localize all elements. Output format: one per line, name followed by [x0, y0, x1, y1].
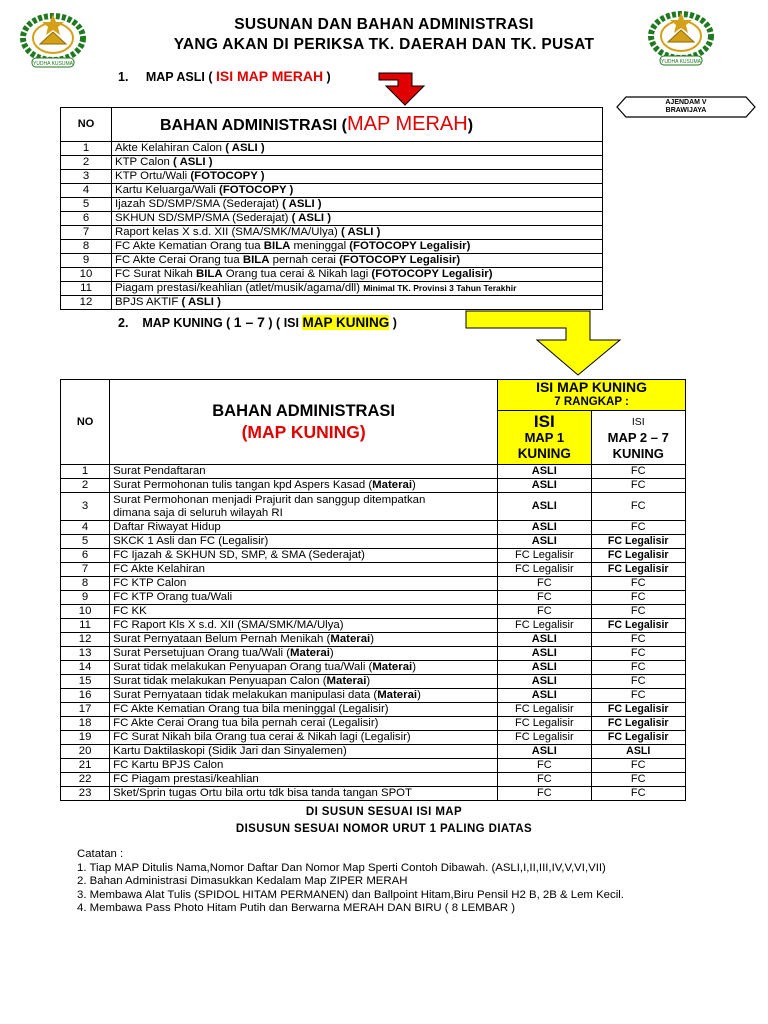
table2-row-desc — [110, 549, 498, 563]
table1-row-text-b: ( ASLI ) — [282, 198, 322, 210]
table2-row — [61, 759, 686, 773]
table2-row-text: Surat Persetujuan Orang tua/Wali ( — [113, 647, 290, 659]
table2-row — [61, 703, 686, 717]
table1-row-text-a: SKHUN SD/SMP/SMA (Sederajat) — [115, 212, 292, 224]
table2-row-desc — [110, 577, 498, 591]
table2-row — [61, 675, 686, 689]
table2-row-map2-7: FC — [591, 521, 686, 535]
table2-row-text: Surat tidak melakukan Penyuapan Calon ( — [113, 675, 327, 687]
table2-row-desc — [110, 745, 498, 759]
title-line2: YANG AKAN DI PERIKSA TK. DAERAH DAN TK. PUSAT — [173, 36, 595, 53]
table2-row-bold: Materai — [330, 633, 371, 645]
table1-row — [61, 240, 603, 254]
table2-row-map1: FC — [498, 759, 591, 773]
table1-row-text-b: BILA — [263, 240, 291, 252]
table2-col-map2-7 — [591, 411, 686, 465]
table2-row-no: 13 — [61, 647, 110, 661]
table2-row-map2-7: FC — [591, 605, 686, 619]
table2-row-desc — [110, 731, 498, 745]
table2-row-text2: dimana saja di seluruh wilayah RI — [113, 506, 283, 519]
yellow-arrow-icon — [465, 310, 625, 376]
table2-row-no: 12 — [61, 633, 110, 647]
table2-row-text: Surat Pernyataan Belum Pernah Menikah ( — [113, 633, 331, 645]
table2-row-text: FC Akte Kematian Orang tua bila meninggal (Legalisir) — [113, 703, 389, 715]
table2-row-map1: ASLI — [498, 745, 591, 759]
table2-row-no: 21 — [61, 759, 110, 773]
red-arrow-icon — [378, 72, 428, 106]
table2-col1-line2: MAP 1 — [524, 429, 565, 445]
table2-row-no: 5 — [61, 535, 110, 549]
table2-row-desc — [110, 465, 498, 479]
table2-row-text: FC Akte Kelahiran — [113, 563, 205, 575]
title-line1: SUSUNAN DAN BAHAN ADMINISTRASI — [234, 16, 534, 33]
table2-row-map2-7: FC — [591, 493, 686, 521]
table2-row-no: 11 — [61, 619, 110, 633]
table2-row-no: 22 — [61, 773, 110, 787]
table2-row-map2-7: FC Legalisir — [591, 549, 686, 563]
table2-row-desc — [110, 759, 498, 773]
table2-row-map2-7: FC Legalisir — [591, 703, 686, 717]
table1-row-no: 6 — [61, 212, 112, 226]
table2-row-desc — [110, 647, 498, 661]
table2-row-desc — [110, 493, 498, 521]
badge-line1: AJENDAM V — [665, 99, 707, 106]
table2-row-map2-7: FC — [591, 591, 686, 605]
table2-row — [61, 493, 686, 521]
table2-row-map2-7: FC — [591, 647, 686, 661]
table1-row-text-b: ( ASLI ) — [225, 142, 265, 154]
table2-row-map1: ASLI — [498, 479, 591, 493]
table2-row-text: Surat Permohonan menjadi Prajurit dan sanggup ditempatkan — [113, 493, 426, 506]
table2-row-text: FC Ijazah & SKHUN SD, SMP, & SMA (Sederajat) — [113, 549, 365, 561]
table1-header-row — [61, 108, 603, 142]
table2-row-map2-7: FC Legalisir — [591, 717, 686, 731]
table1-row-text — [112, 268, 603, 282]
table2-row-no: 17 — [61, 703, 110, 717]
table2-row-end: ) — [366, 675, 371, 687]
table1-row-text-c: Orang tua cerai & Nikah lagi — [222, 268, 372, 280]
table2-row-text: FC Kartu BPJS Calon — [113, 759, 224, 771]
table1-head-prefix: BAHAN ADMINISTRASI ( — [160, 116, 347, 134]
table2-row-end: ) — [370, 633, 375, 645]
table2-row-text: FC Piagam prestasi/keahlian — [113, 773, 259, 785]
table1-row — [61, 142, 603, 156]
table2-row-map1: FC — [498, 605, 591, 619]
table2-group-line2: 7 RANGKAP : — [554, 396, 629, 408]
section2-range: 1 – 7 — [233, 314, 265, 330]
table2-head-line1: BAHAN ADMINISTRASI — [212, 402, 395, 420]
table1-row-text-c: meninggal — [290, 240, 350, 252]
table2-row-no: 3 — [61, 493, 110, 521]
logo-right-text: YUDHA KUSUMA — [660, 59, 702, 65]
table1-row-text-a: FC Akte Cerai Orang tua — [115, 254, 243, 266]
table1-row-no: 10 — [61, 268, 112, 282]
table2-row-text: Surat Permohonan tulis tangan kpd Aspers Kasad ( — [113, 479, 373, 491]
table1-row-no: 3 — [61, 170, 112, 184]
table2-row-map1: ASLI — [498, 689, 591, 703]
table2-row-bold: Materai — [372, 661, 413, 673]
table-map-merah — [60, 107, 603, 310]
table1-row-text-a: Ijazah SD/SMP/SMA (Sederajat) — [115, 198, 283, 210]
table2-row-no: 15 — [61, 675, 110, 689]
table2-row-no: 18 — [61, 717, 110, 731]
table2-row-desc — [110, 717, 498, 731]
table1-row — [61, 268, 603, 282]
table2-row-desc — [110, 703, 498, 717]
table1-row-text-b: BILA — [196, 268, 223, 280]
table2-col1-line3: KUNING — [517, 445, 571, 461]
table1-row-text-b: ( ASLI ) — [291, 212, 332, 224]
table2-row — [61, 563, 686, 577]
table2-row-desc — [110, 773, 498, 787]
table2-row-no: 6 — [61, 549, 110, 563]
table2-row-desc — [110, 535, 498, 549]
table1-row-text — [112, 240, 603, 254]
table1-row-text-d: (FOTOCOPY Legalisir) — [371, 268, 493, 280]
table2-row-map1: FC Legalisir — [498, 549, 591, 563]
table2-row-desc — [110, 479, 498, 493]
table2-row-map1: ASLI — [498, 521, 591, 535]
table2-col2-line3: KUNING — [612, 445, 664, 461]
table2-row — [61, 787, 686, 801]
table2-row-text: Surat Pendaftaran — [113, 465, 206, 477]
table1-row — [61, 226, 603, 240]
table1-row-text-b: (FOTOCOPY ) — [219, 184, 294, 196]
table-map-kuning — [60, 379, 686, 801]
table1-col-bahan — [112, 108, 603, 142]
table2-row-desc — [110, 787, 498, 801]
table1-row-text — [112, 156, 603, 170]
table2-row-desc — [110, 563, 498, 577]
table2-row-desc — [110, 689, 498, 703]
table2-row-map2-7: FC Legalisir — [591, 619, 686, 633]
table2-row — [61, 647, 686, 661]
badge-line2: BRAWIJAYA — [665, 107, 707, 114]
table1-row-no: 7 — [61, 226, 112, 240]
table2-row-map1: ASLI — [498, 633, 591, 647]
table2-row-map2-7: FC — [591, 633, 686, 647]
table2-row-text: FC Raport Kls X s.d. XII (SMA/SMK/MA/Ulya) — [113, 619, 344, 631]
table1-row — [61, 184, 603, 198]
table2-row-end: ) — [412, 661, 416, 673]
table2-row-no: 7 — [61, 563, 110, 577]
table2-row-end: ) — [412, 479, 416, 491]
table2-row — [61, 577, 686, 591]
table2-row-no: 16 — [61, 689, 110, 703]
table1-row-text-a: Raport kelas X s.d. XII (SMA/SMK/MA/Ulya) — [115, 226, 341, 238]
table2-row-no: 19 — [61, 731, 110, 745]
table2-row-map1: FC — [498, 591, 591, 605]
table2-row — [61, 661, 686, 675]
table2-row-map2-7: FC — [591, 787, 686, 801]
section2-suffix: ) — [392, 316, 397, 330]
table1-row-text-d: (FOTOCOPY Legalisir) — [339, 254, 461, 266]
table2-row-map1: FC Legalisir — [498, 563, 591, 577]
table1-row-no: 9 — [61, 254, 112, 268]
table2-row-text: FC KK — [113, 605, 147, 617]
table1-row-text-b: (FOTOCOPY ) — [190, 170, 265, 182]
table2-row-map2-7: FC — [591, 465, 686, 479]
table1-row-text-a: Kartu Keluarga/Wali — [115, 184, 220, 196]
table2-row-desc — [110, 591, 498, 605]
table1-row-text — [112, 142, 603, 156]
table2-row-no: 20 — [61, 745, 110, 759]
table2-row-map1: FC — [498, 787, 591, 801]
table1-row-no: 5 — [61, 198, 112, 212]
table1-row — [61, 212, 603, 226]
table1-row-text-d: (FOTOCOPY Legalisir) — [349, 240, 471, 252]
table2-row-map2-7: FC — [591, 773, 686, 787]
table2-row-map1: FC Legalisir — [498, 619, 591, 633]
table2-row-text: FC Surat Nikah bila Orang tua cerai & Nikah lagi (Legalisir) — [113, 731, 411, 743]
table2-row-desc — [110, 521, 498, 535]
table2-row-no: 23 — [61, 787, 110, 801]
table2-row-no: 9 — [61, 591, 110, 605]
table1-row-text-a: Akte Kelahiran Calon — [115, 142, 226, 154]
table1-row-text-b: ( ASLI ) — [340, 226, 381, 238]
table2-row — [61, 619, 686, 633]
table2-row-desc — [110, 619, 498, 633]
table1-row-no: 11 — [61, 282, 112, 296]
table2-row — [61, 535, 686, 549]
table1-row-text-a: KTP Calon — [115, 156, 174, 168]
table1-row-no: 2 — [61, 156, 112, 170]
badge-ajendam — [616, 96, 756, 118]
table2-row-bold: Materai — [326, 675, 367, 687]
notes-item: 2. Bahan Administrasi Dimasukkan Kedalam Map ZIPER MERAH — [77, 875, 408, 888]
table2-row-text: FC Akte Cerai Orang tua bila pernah cerai (Legalisir) — [113, 717, 379, 729]
table2-row-map1: ASLI — [498, 465, 591, 479]
table2-row-map2-7: FC — [591, 759, 686, 773]
table1-row — [61, 170, 603, 184]
table1-row-text — [112, 198, 603, 212]
table1-row-text-b: ( ASLI ) — [181, 296, 221, 308]
table2-row-map2-7: FC — [591, 689, 686, 703]
table2-row-map2-7: ASLI — [591, 745, 686, 759]
section1-highlight: ISI MAP MERAH — [215, 68, 324, 84]
table1-row-text-b: BILA — [242, 254, 270, 266]
table2-col2-line1: ISI — [631, 415, 645, 428]
table2-row-desc — [110, 633, 498, 647]
table2-row-map2-7: FC Legalisir — [591, 535, 686, 549]
table2-row — [61, 549, 686, 563]
table2-row-no: 14 — [61, 661, 110, 675]
notes-item: 3. Membawa Alat Tulis (SPIDOL HITAM PERMANEN) dan Ballpoint Hitam,Biru Pensil H2 B, 2B & Lem Kecil. — [77, 888, 624, 901]
table2-group-line1: ISI MAP KUNING — [536, 379, 648, 395]
table2-row-map2-7: FC — [591, 661, 686, 675]
table2-row — [61, 479, 686, 493]
notes — [77, 848, 624, 916]
table1-row-no: 4 — [61, 184, 112, 198]
table2-row — [61, 731, 686, 745]
table2-row — [61, 465, 686, 479]
notes-item: 1. Tiap MAP Ditulis Nama,Nomor Daftar Dan Nomor Map Sperti Contoh Dibawah. (ASLI,I,II,III,IV,V,VI,VII) — [77, 861, 606, 874]
table2-row — [61, 773, 686, 787]
table2-row-text: FC KTP Orang tua/Wali — [113, 591, 233, 603]
section2-heading — [118, 314, 397, 330]
table2-row-map1: ASLI — [498, 535, 591, 549]
table2-col-bahan — [110, 380, 498, 465]
table2-row-no: 10 — [61, 605, 110, 619]
table2-row — [61, 633, 686, 647]
table2-row — [61, 605, 686, 619]
table2-row — [61, 745, 686, 759]
table2-row-map2-7: FC Legalisir — [591, 731, 686, 745]
section2-prefix: MAP KUNING ( — [142, 316, 231, 330]
table1-row-text-a: Piagam prestasi/keahlian (atlet/musik/agama/dll) — [115, 282, 364, 294]
table2-row-map1: ASLI — [498, 675, 591, 689]
table1-row-text — [112, 282, 603, 296]
table2-row-map1: ASLI — [498, 647, 591, 661]
table2-row-map1: FC Legalisir — [498, 717, 591, 731]
table1-row-text — [112, 184, 603, 198]
section1-suffix: ) — [326, 70, 331, 84]
table2-col2-line2: MAP 2 – 7 — [607, 429, 669, 445]
table2-row — [61, 717, 686, 731]
table1-row-text-a: FC Surat Nikah — [115, 268, 197, 280]
table1-row — [61, 156, 603, 170]
table2-row-end: ) — [417, 689, 421, 701]
logo-left-text: YUDHA KUSUMA — [32, 61, 74, 67]
table1-row-text-a: FC Akte Kematian Orang tua — [115, 240, 264, 252]
table2-row-desc — [110, 605, 498, 619]
table1-row-no: 8 — [61, 240, 112, 254]
table1-row-text — [112, 226, 603, 240]
table2-row-map1: ASLI — [498, 493, 591, 521]
table1-row-text — [112, 254, 603, 268]
section1-prefix: MAP ASLI ( — [145, 70, 213, 84]
table1-row-text-a: BPJS AKTIF — [115, 296, 182, 308]
notes-title: Catatan : — [77, 848, 124, 860]
section1-heading — [118, 68, 331, 84]
table2-row-text: FC KTP Calon — [113, 577, 187, 589]
table1-row — [61, 296, 603, 310]
table2-col1-line1: ISI — [533, 411, 555, 431]
table1-row-text — [112, 212, 603, 226]
table2-row-bold: Materai — [372, 479, 413, 491]
table1-row — [61, 254, 603, 268]
table2-row-desc — [110, 661, 498, 675]
table1-head-suffix: ) — [467, 116, 474, 134]
table1-row-text-c: pernah cerai — [269, 254, 340, 266]
table2-row-map2-7: FC — [591, 577, 686, 591]
table2-row-map1: FC Legalisir — [498, 731, 591, 745]
section1-number: 1. — [118, 70, 129, 84]
table2-row-text: SKCK 1 Asli dan FC (Legalisir) — [113, 535, 269, 547]
notes-item: 4. Membawa Pass Photo Hitam Putih dan Berwarna MERAH DAN BIRU ( 8 LEMBAR ) — [77, 902, 516, 915]
table2-row — [61, 591, 686, 605]
table2-group-head — [498, 380, 686, 411]
section2-number: 2. — [118, 316, 129, 330]
table2-row-bold: Materai — [290, 647, 330, 659]
table2-row-end: ) — [329, 647, 334, 659]
table1-row-no: 1 — [61, 142, 112, 156]
table2-row-no: 2 — [61, 479, 110, 493]
footer-line2: DISUSUN SESUAI NOMOR URUT 1 PALING DIATAS — [235, 823, 533, 835]
table2-row-map1: FC — [498, 773, 591, 787]
table1-col-no: NO — [61, 108, 112, 142]
table2-header-row1 — [61, 380, 686, 411]
table2-row-text: Kartu Daktilaskopi (Sidik Jari dan Sinyalemen) — [113, 745, 347, 757]
table1-row-text-b: ( ASLI ) — [173, 156, 213, 168]
table1-head-red: MAP MERAH — [346, 112, 468, 135]
table2-row-text: Daftar Riwayat Hidup — [113, 521, 221, 533]
table1-row-text — [112, 296, 603, 310]
table2-row-desc — [110, 675, 498, 689]
table2-row-no: 1 — [61, 465, 110, 479]
table2-row-text: Surat tidak melakukan Penyuapan Orang tua/Wali ( — [113, 661, 373, 673]
table2-row-no: 4 — [61, 521, 110, 535]
table2-row-no: 8 — [61, 577, 110, 591]
table2-row-map1: FC — [498, 577, 591, 591]
table2-row-text: Sket/Sprin tugas Ortu bila ortu tdk bisa tanda tangan SPOT — [113, 787, 412, 799]
table2-row — [61, 689, 686, 703]
section2-highlight: MAP KUNING — [302, 315, 390, 330]
table1-row — [61, 282, 603, 296]
table2-row-bold: Materai — [377, 689, 418, 701]
table2-row-map1: FC Legalisir — [498, 703, 591, 717]
table2-row-map1: ASLI — [498, 661, 591, 675]
table2-row-text: Surat Pernyataan tidak melakukan manipulasi data ( — [113, 689, 378, 701]
table1-row-note: Minimal TK. Provinsi 3 Tahun Terakhir — [363, 283, 517, 293]
table2-head-line2: (MAP KUNING) — [241, 422, 366, 442]
table2-row-map2-7: FC — [591, 675, 686, 689]
section2-mid: ) ( ISI — [268, 316, 299, 330]
table2-row — [61, 521, 686, 535]
table2-row-map2-7: FC — [591, 479, 686, 493]
table2-col-map1 — [498, 411, 591, 465]
table1-row-no: 12 — [61, 296, 112, 310]
table1-row-text — [112, 170, 603, 184]
table2-row-map2-7: FC Legalisir — [591, 563, 686, 577]
table1-row-text-a: KTP Ortu/Wali — [115, 170, 191, 182]
table2-col-no: NO — [61, 380, 110, 465]
table1-row — [61, 198, 603, 212]
footer-line1: DI SUSUN SESUAI ISI MAP — [305, 806, 463, 818]
